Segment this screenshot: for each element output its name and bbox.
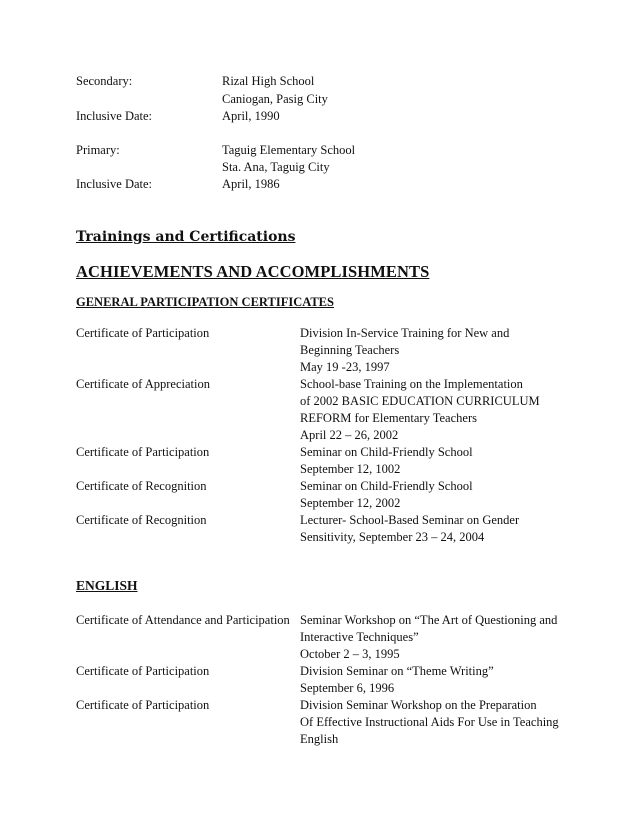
english-cert-type: Certificate of Attendance and Participation xyxy=(76,613,290,627)
trainings-heading: Trainings and Certifications xyxy=(76,229,296,245)
secondary-school: Rizal High School xyxy=(222,74,315,88)
english-cert-line: Seminar Workshop on “The Art of Questioning and xyxy=(300,613,558,627)
general-cert-line: Beginning Teachers xyxy=(300,343,400,357)
english-heading: ENGLISH xyxy=(76,578,138,593)
general-cert-type: Certificate of Recognition xyxy=(76,479,207,493)
general-cert-line: Seminar on Child-Friendly School xyxy=(300,445,473,459)
primary-date-label: Inclusive Date: xyxy=(76,177,153,191)
general-cert-line: April 22 – 26, 2002 xyxy=(300,428,399,442)
english-cert-line: Division Seminar Workshop on the Preparation xyxy=(300,698,537,712)
general-cert-type: Certificate of Recognition xyxy=(76,513,207,527)
general-cert-line: Division In-Service Training for New and xyxy=(300,326,510,340)
english-cert-type: Certificate of Participation xyxy=(76,698,210,712)
general-cert-line: REFORM for Elementary Teachers xyxy=(300,411,477,425)
primary-date: April, 1986 xyxy=(222,177,280,191)
primary-label: Primary: xyxy=(76,143,120,157)
general-cert-type: Certificate of Appreciation xyxy=(76,377,210,391)
english-cert-line: English xyxy=(300,732,339,746)
general-cert-line: Sensitivity, September 23 – 24, 2004 xyxy=(300,530,485,544)
general-cert-line: September 12, 1002 xyxy=(300,462,401,476)
secondary-label: Secondary: xyxy=(76,74,133,88)
general-cert-line: Seminar on Child-Friendly School xyxy=(300,479,473,493)
english-cert-line: Interactive Techniques” xyxy=(300,630,419,644)
general-cert-type: Certificate of Participation xyxy=(76,326,210,340)
secondary-date-label: Inclusive Date: xyxy=(76,109,153,123)
secondary-date: April, 1990 xyxy=(222,109,280,123)
general-cert-type: Certificate of Participation xyxy=(76,445,210,459)
general-cert-line: September 12, 2002 xyxy=(300,496,401,510)
general-cert-line: School-base Training on the Implementation xyxy=(300,377,523,391)
primary-school: Taguig Elementary School xyxy=(222,143,356,157)
general-cert-line: of 2002 BASIC EDUCATION CURRICULUM xyxy=(300,394,540,408)
general-cert-line: May 19 -23, 1997 xyxy=(300,360,390,374)
english-cert-line: September 6, 1996 xyxy=(300,681,395,695)
primary-address: Sta. Ana, Taguig City xyxy=(222,160,330,174)
general-cert-line: Lecturer- School-Based Seminar on Gender xyxy=(300,513,520,527)
general-certificates-heading: GENERAL PARTICIPATION CERTIFICATES xyxy=(76,295,334,309)
english-cert-type: Certificate of Participation xyxy=(76,664,210,678)
english-cert-line: October 2 – 3, 1995 xyxy=(300,647,400,661)
english-cert-line: Of Effective Instructional Aids For Use in Teaching xyxy=(300,715,559,729)
english-cert-line: Division Seminar on “Theme Writing” xyxy=(300,664,494,678)
secondary-address: Caniogan, Pasig City xyxy=(222,92,328,106)
achievements-heading: ACHIEVEMENTS AND ACCOMPLISHMENTS xyxy=(76,262,430,281)
